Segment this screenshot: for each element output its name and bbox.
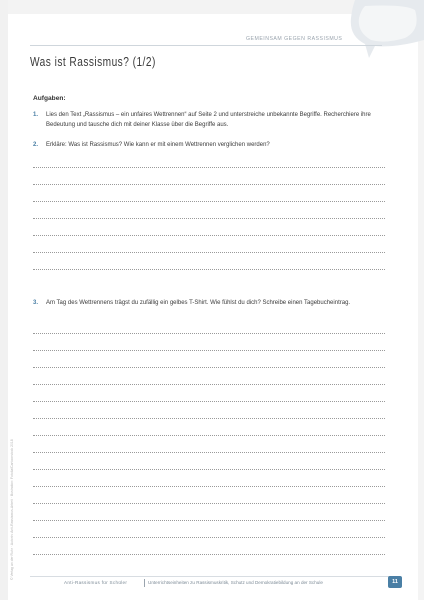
footer-subtitle: Unterrichtseinheiten zu Rassismuskritik, Schutz und Demokratiebildung an der Schule — [148, 580, 323, 585]
task-text: Erkläre: Was ist Rassismus? Wie kann er mit einem Wettrennen verglichen werden? — [46, 142, 270, 148]
answer-line[interactable] — [33, 503, 385, 504]
page-number-badge: 11 — [388, 576, 402, 588]
answer-line[interactable] — [33, 452, 385, 453]
answer-line[interactable] — [33, 401, 385, 402]
footer-divider — [30, 576, 390, 577]
series-label: GEMEINSAM GEGEN RASSISMUS — [246, 36, 343, 42]
answer-line[interactable] — [33, 201, 385, 202]
side-credit: © Verlag an der Ruhr · Autorin: Anti-Rassismus-Arbeit · Illustration: Fotolia/Cartoonstock 2018 — [10, 439, 14, 580]
answer-line[interactable] — [33, 418, 385, 419]
answer-line[interactable] — [33, 435, 385, 436]
answer-line[interactable] — [33, 537, 385, 538]
answer-line[interactable] — [33, 269, 385, 270]
answer-line[interactable] — [33, 469, 385, 470]
page-title: Was ist Rassismus? (1/2) — [30, 54, 156, 69]
answer-line[interactable] — [33, 333, 385, 334]
task-text: Am Tag des Wettrennens trägst du zufällig ein gelbes T-Shirt. Wie fühlst du dich? Schreibe einen Tagebucheintrag. — [46, 300, 351, 306]
answer-line[interactable] — [33, 235, 385, 236]
answer-line[interactable] — [33, 167, 385, 168]
answer-line[interactable] — [33, 384, 385, 385]
answer-line[interactable] — [33, 486, 385, 487]
header-divider — [30, 45, 382, 46]
footer-series-title: Anti-Rassismus für Schüler — [64, 580, 128, 585]
answer-line[interactable] — [33, 350, 385, 351]
tasks-heading: Aufgaben: — [33, 95, 66, 102]
answer-line[interactable] — [33, 367, 385, 368]
footer-separator — [144, 579, 145, 587]
answer-line[interactable] — [33, 218, 385, 219]
task-number: 3. — [33, 300, 39, 306]
speech-bubble-decoration — [335, 0, 424, 62]
task-text: Lies den Text „Rassismus – ein unfaires Wettrennen“ auf Seite 2 und unterstreiche unbekannte Begriffe. Recherchiere ihre Bedeutung und tausche dich mit deiner Klasse über die Begriffe aus. — [46, 112, 371, 128]
answer-line[interactable] — [33, 252, 385, 253]
task-number: 2. — [33, 142, 39, 148]
right-margin-band — [418, 0, 424, 600]
answer-line[interactable] — [33, 184, 385, 185]
left-margin-band — [0, 0, 8, 600]
answer-line[interactable] — [33, 520, 385, 521]
answer-line[interactable] — [33, 554, 385, 555]
task-number: 1. — [33, 112, 39, 118]
